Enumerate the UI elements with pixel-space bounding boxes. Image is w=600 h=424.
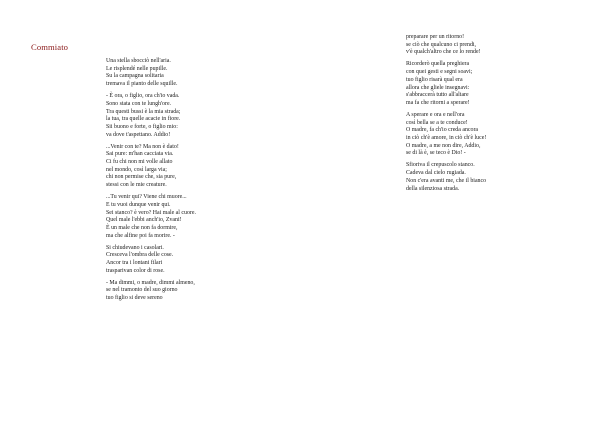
stanza xyxy=(106,58,266,89)
verse-line: Le risplendé nelle pupille. xyxy=(106,65,168,72)
verse-line: se di là è, se teco è Dio! - xyxy=(406,150,466,157)
verse-line: E tu vuoi dunque venir qui. xyxy=(106,201,171,208)
verse-line: Cresceva l'ombra delle cose. xyxy=(106,252,174,259)
poem-title: Commiato xyxy=(31,42,69,52)
verse-line: Sii buono e forte, o figlio mio: xyxy=(106,123,178,130)
verse-line: s'abbraccerà tutto all'altare xyxy=(406,92,469,99)
verse-line: così bella se a te conduce! xyxy=(406,119,468,126)
verse-line: Sei stanco? è vero? Hai male al cuore. xyxy=(106,209,196,216)
verse-line: Una stella sbocciò nell'aria. xyxy=(106,58,171,64)
verse-line: - Ma dimmi, o madre, dimmi almeno, xyxy=(106,279,195,286)
verse-line: Ricorderò quella preghiera xyxy=(406,61,470,68)
stanza xyxy=(106,144,266,190)
verse-line: se nel tramonto del suo giorno xyxy=(106,287,178,294)
verse-line: stessi con le mie creature. xyxy=(106,182,167,189)
stanza xyxy=(406,61,576,107)
verse-line: Sai pure: m'han cacciata via. xyxy=(106,151,174,158)
stanza xyxy=(106,194,266,240)
verse-line: Non c'era avanti me, che il bianco xyxy=(406,177,487,184)
poem-column-right xyxy=(406,34,576,198)
verse-line: Cadeva dal cielo rugiada. xyxy=(406,170,466,177)
verse-line: Tra questi bussi è la mia strada; xyxy=(106,108,181,115)
verse-line: È un male che non fa dormire, xyxy=(106,224,178,231)
verse-line: v'è qualch'altro che ce lo rende! xyxy=(406,49,481,56)
verse-line: ma fa che ritorni a sperare! xyxy=(406,99,470,106)
verse-line: Quel male l'ebbi anch'io, Zvani! xyxy=(106,217,182,224)
stanza xyxy=(106,245,266,276)
verse-line: ma che alfine poi fa morire. - xyxy=(106,232,175,239)
verse-line: se ciò che qualcuno ci prendi, xyxy=(406,41,477,48)
verse-line: Sono stata con te lungh'ore. xyxy=(106,100,172,107)
verse-line: la tua, tra quelle acacie in fiore. xyxy=(106,116,181,123)
verse-line: trasparivan color di rose. xyxy=(106,267,165,274)
verse-line: in ciò ch'è amore, in ciò ch'è luce! xyxy=(406,135,487,142)
verse-line: Si chiudevano i casolari. xyxy=(106,244,164,251)
verse-line: Su la campagna solitaria xyxy=(106,73,164,80)
verse-line: O madre, a me non dire, Addio, xyxy=(406,142,481,149)
verse-line: Sfioriva il crepuscolo stanco. xyxy=(406,162,475,169)
verse-line: - È ora, o figlio, ora ch'io vada. xyxy=(106,93,180,100)
verse-line: tuo figlio risarà qual era xyxy=(406,76,463,83)
verse-line: allora che gliele insegnavi: xyxy=(406,84,470,91)
verse-line: preparare per un ritorno! xyxy=(406,34,465,40)
poem-column-left xyxy=(106,58,266,307)
verse-line: tuo figlio si deve sereno xyxy=(106,295,163,302)
verse-line: va dove t'aspettano. Addio! xyxy=(106,131,171,138)
verse-line: nel mondo, così larga via; xyxy=(106,166,167,173)
stanza xyxy=(406,162,576,193)
verse-line: ...Tu venir qui? Viene chi muore... xyxy=(106,194,187,201)
stanza xyxy=(406,34,576,57)
verse-line: Ancor tra i lontani filari xyxy=(106,260,163,267)
stanza xyxy=(106,93,266,139)
verse-line: con quei gesti e segni soavi; xyxy=(406,69,473,76)
verse-line: della silenziosa strada. xyxy=(406,185,460,192)
verse-line: O madre, fa ch'io creda ancora xyxy=(406,127,479,134)
verse-line: ...Venir con te? Ma non è dato! xyxy=(106,143,179,150)
verse-line: Ci fu chi non mi volle allato xyxy=(106,159,173,166)
stanza xyxy=(106,280,266,303)
verse-line: tremava il pianto delle squille. xyxy=(106,81,178,88)
verse-line: A sperare e ora e nell'ora xyxy=(406,111,465,118)
stanza xyxy=(406,112,576,158)
verse-line: chi non permise che, sia pure, xyxy=(106,174,177,181)
